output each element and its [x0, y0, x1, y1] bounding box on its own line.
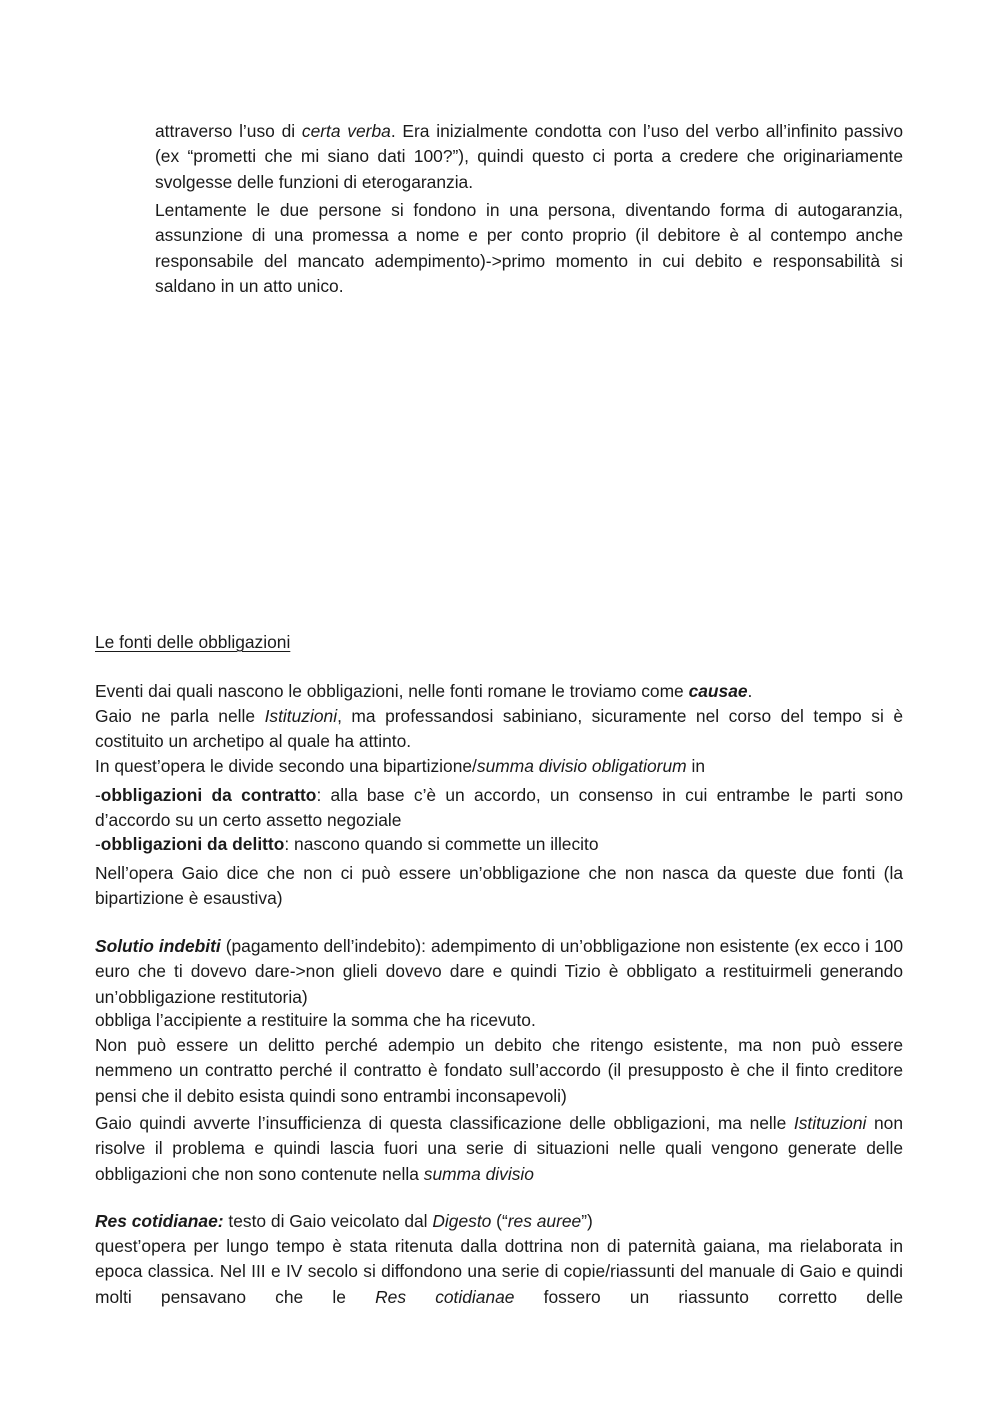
section-heading: Le fonti delle obbligazioni — [95, 632, 291, 652]
paragraph-non-delitto: Non può essere un delitto perché adempio un debito che ritengo esistente, ma non può essere nemmeno un contratto perché il contratto è fondato sull’accordo (il presupposto è che il finto creditore pensi che il debito esista quindi sono entrambi inconsapevoli) — [95, 1035, 903, 1106]
bold-italic-term: Solutio indebiti — [95, 936, 221, 956]
paragraph-paternita-gaiana — [95, 1234, 903, 1310]
paragraph-gaio-istituzioni — [95, 704, 903, 755]
list-dash: - — [95, 834, 101, 854]
text-run: quest’opera per lungo tempo è stata ritenuta dalla dottrina non di paternità gaiana, ma rielaborata in epoca classica. Nel III e IV secolo si diffondono una serie di copie/riassunti del manuale di Gaio e quindi molti pensavano che le — [95, 1236, 903, 1307]
paragraph-res-cotidianae — [95, 1209, 903, 1234]
bold-italic-term: Res cotidianae: — [95, 1211, 224, 1231]
bold-term: obbligazioni da delitto — [100, 834, 285, 854]
text-run: : nascono quando si commette un illecito — [284, 834, 599, 854]
italic-term: Res cotidianae — [375, 1286, 515, 1307]
italic-term: Istituzioni — [264, 706, 338, 726]
italic-term: res aureе — [507, 1211, 582, 1231]
text-run: Gaio ne parla nelle — [95, 706, 265, 726]
text-run: non risolve il problema e quindi lascia fuori una serie di situazioni nelle quali vengono generate delle obbligazioni che non sono contenute nella — [95, 1113, 903, 1184]
text-run: attraverso l’uso di — [155, 121, 302, 141]
text-run: Eventi dai quali nascono le obbligazioni, nelle fonti romane le troviamo come — [95, 681, 689, 701]
list-item-contratto — [95, 783, 903, 834]
text-run: Gaio quindi avverte l’insufficienza di questa classificazione delle obbligazioni, ma nelle — [95, 1113, 794, 1133]
text-run: . — [747, 681, 753, 701]
paragraph-stipulatio-origin — [155, 119, 903, 195]
text-run: (“ — [491, 1211, 508, 1231]
text-run: , ma professandosi sabiniano, sicuramente nel corso del tempo si è costituito un archetipo al quale ha attinto. — [95, 706, 903, 752]
text-run: . Era inizialmente condotta con l’uso del verbo all’infinito passivo (ex “prometti che mi siano dati 100?”), quindi questo ci porta a credere che originariamente svolgesse delle funzioni di eterogaranzia. — [155, 121, 904, 192]
paragraph-causae — [95, 679, 903, 704]
text-run: fossero un riassunto corretto delle — [514, 1286, 903, 1307]
text-run: In quest’opera le divide secondo una bipartizione/ — [95, 756, 477, 776]
italic-term: certa verba — [301, 121, 391, 141]
text-run: ”) — [581, 1211, 593, 1231]
list-dash: - — [95, 785, 101, 805]
paragraph-solutio-indebiti — [95, 934, 903, 1010]
text-run: : alla base c’è un accordo, un consenso in cui entrambe le parti sono d’accordo su un certo assetto negoziale — [95, 785, 903, 831]
italic-term: summa divisio — [423, 1163, 534, 1184]
paragraph-bipartizione-esaustiva: Nell’opera Gaio dice che non ci può essere un’obbligazione che non nasca da queste due fonti (la bipartizione è esaustiva) — [95, 863, 903, 909]
text-run: testo di Gaio veicolato dal — [223, 1211, 433, 1231]
italic-term: summa divisio obligatiorum — [476, 756, 687, 776]
text-run: in — [686, 756, 705, 776]
text-run: (pagamento dell’indebito): adempimento di un’obbligazione non esistente (ex ecco i 100 euro che ti dovevo dare->non glieli dovevo dare e quindi Tizio è obbligato a restituirmeli generando un’obbligazione restitutoria) — [95, 936, 903, 1007]
italic-term: Digesto — [432, 1211, 492, 1231]
bold-term: obbligazioni da contratto — [100, 785, 317, 805]
paragraph-accipiente: obbliga l’accipiente a restituire la somma che ha ricevuto. — [95, 1010, 536, 1030]
paragraph-autogaranzia: Lentamente le due persone si fondono in una persona, diventando forma di autogaranzia, assunzione di una promessa a nome e per conto proprio (il debitore è al contempo anche responsabile del mancato adempimento)->primo momento in cui debito e responsabilità si saldano in un atto unico. — [155, 200, 903, 296]
paragraph-bipartizione — [95, 754, 903, 779]
italic-term: Istituzioni — [793, 1113, 867, 1133]
paragraph-insufficienza — [95, 1111, 903, 1187]
list-item-delitto — [95, 832, 903, 857]
bold-italic-term: causae — [688, 681, 748, 701]
